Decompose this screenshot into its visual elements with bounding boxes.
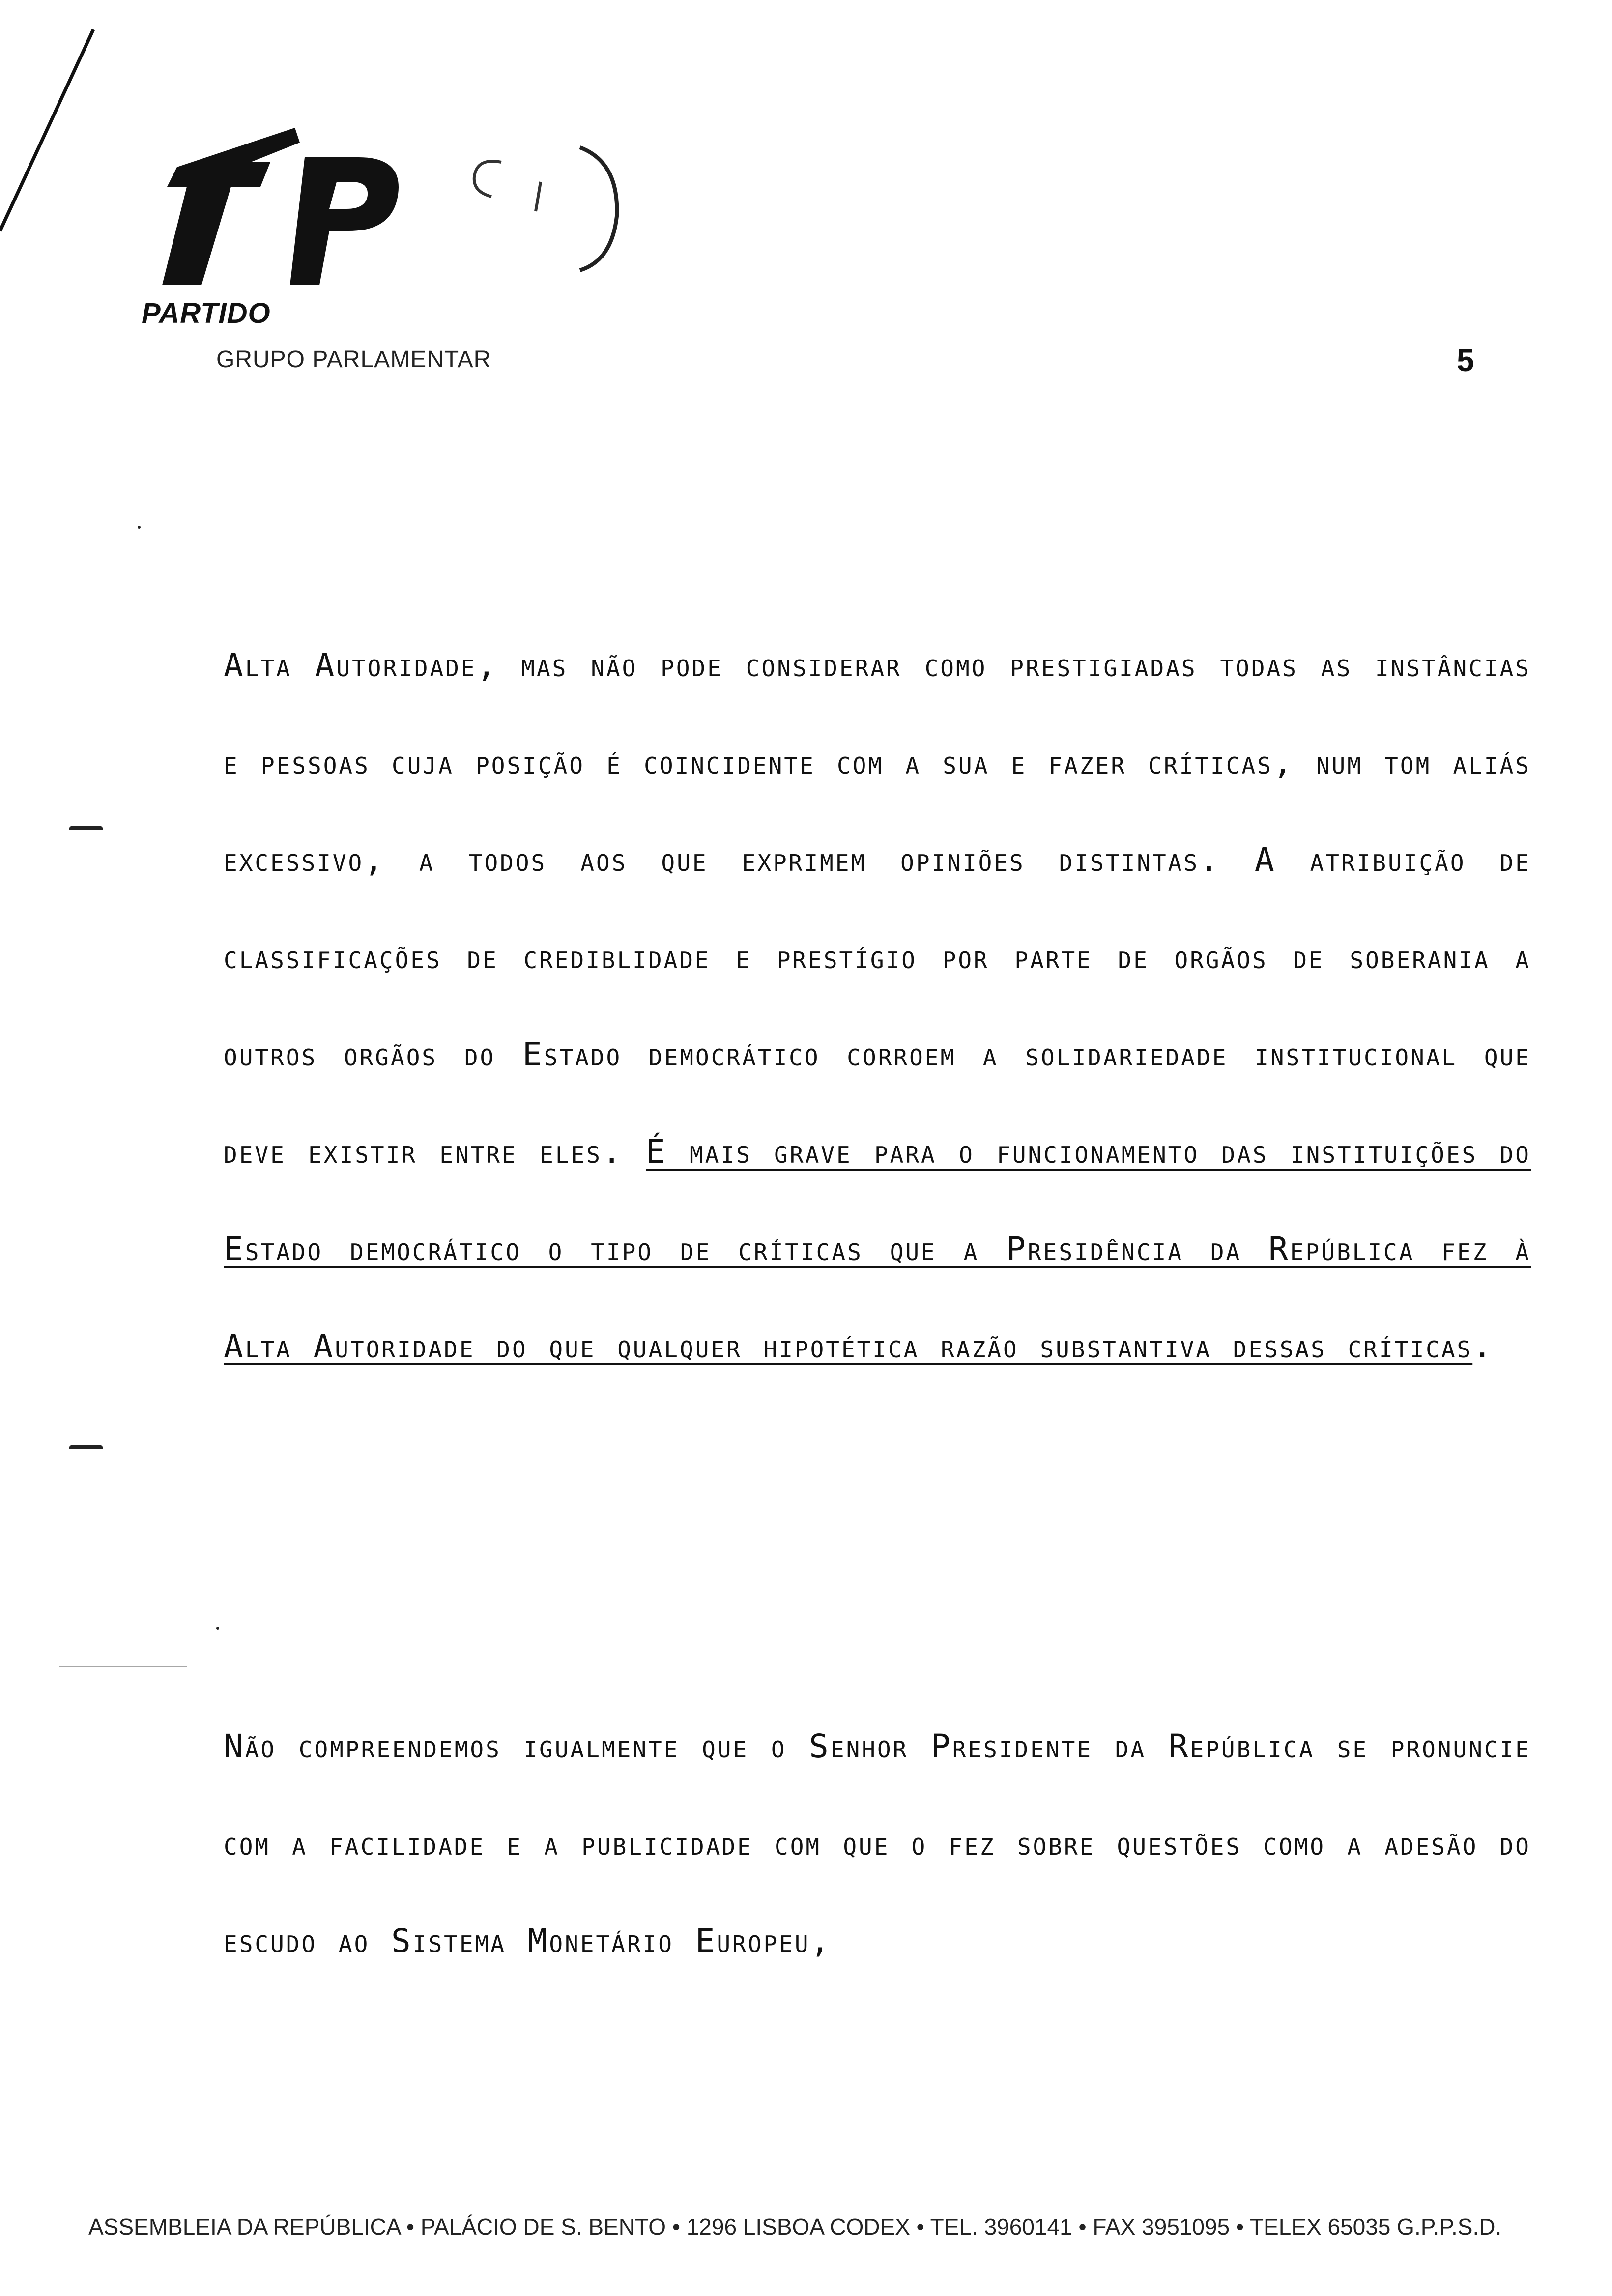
speck [138, 526, 141, 529]
psd-logo-icon [147, 108, 639, 305]
corner-stroke-icon [0, 29, 108, 236]
party-label: PARTIDO [142, 297, 271, 329]
paragraph-1 [224, 617, 1531, 1395]
paragraph-2: Não compreendemos igualmente que o Senhor Presidente da República se pronuncie com a facilidade e a publicidade com que o fez sobre questões como a adesão do escudo ao Sistema Monetário Europeu, [224, 1727, 1531, 1960]
party-logo [147, 108, 639, 305]
paragraph-1-underlined-text: É mais grave para o funcionamento das instituições do Estado democrático o tipo de críticas que a Presidência da República fez à Alta Autoridade do que qualquer hipotética razão substantiva dessas críticas [224, 1133, 1531, 1365]
speck [59, 1666, 187, 1667]
margin-mark [69, 826, 103, 830]
group-label: GRUPO PARLAMENTAR [216, 346, 491, 373]
paragraph-1-text: Alta Autoridade, mas não pode considerar como prestigiadas todas as instâncias e pessoas cuja posição é coincidente com a sua e fazer críticas, num tom aliás excessivo, a todos aos que exprimem opiniões distintas. A atribuição de classificações de crediblidade e prestígio por parte de orgãos de soberania a outros orgãos do Estado democrático corroem a solidariedade institucional que deve existir entre eles. [224, 646, 1531, 1171]
margin-mark [69, 1445, 103, 1449]
speck [216, 1627, 219, 1630]
paragraph-1-end: . [1472, 1327, 1494, 1365]
footer-address: ASSEMBLEIA DA REPÚBLICA • PALÁCIO DE S. BENTO • 1296 LISBOA CODEX • TEL. 3960141 • FAX 3951095 • TELEX 65035 G.P.P.S.D. [88, 2214, 1502, 2239]
page-number: 5 [1457, 343, 1474, 378]
